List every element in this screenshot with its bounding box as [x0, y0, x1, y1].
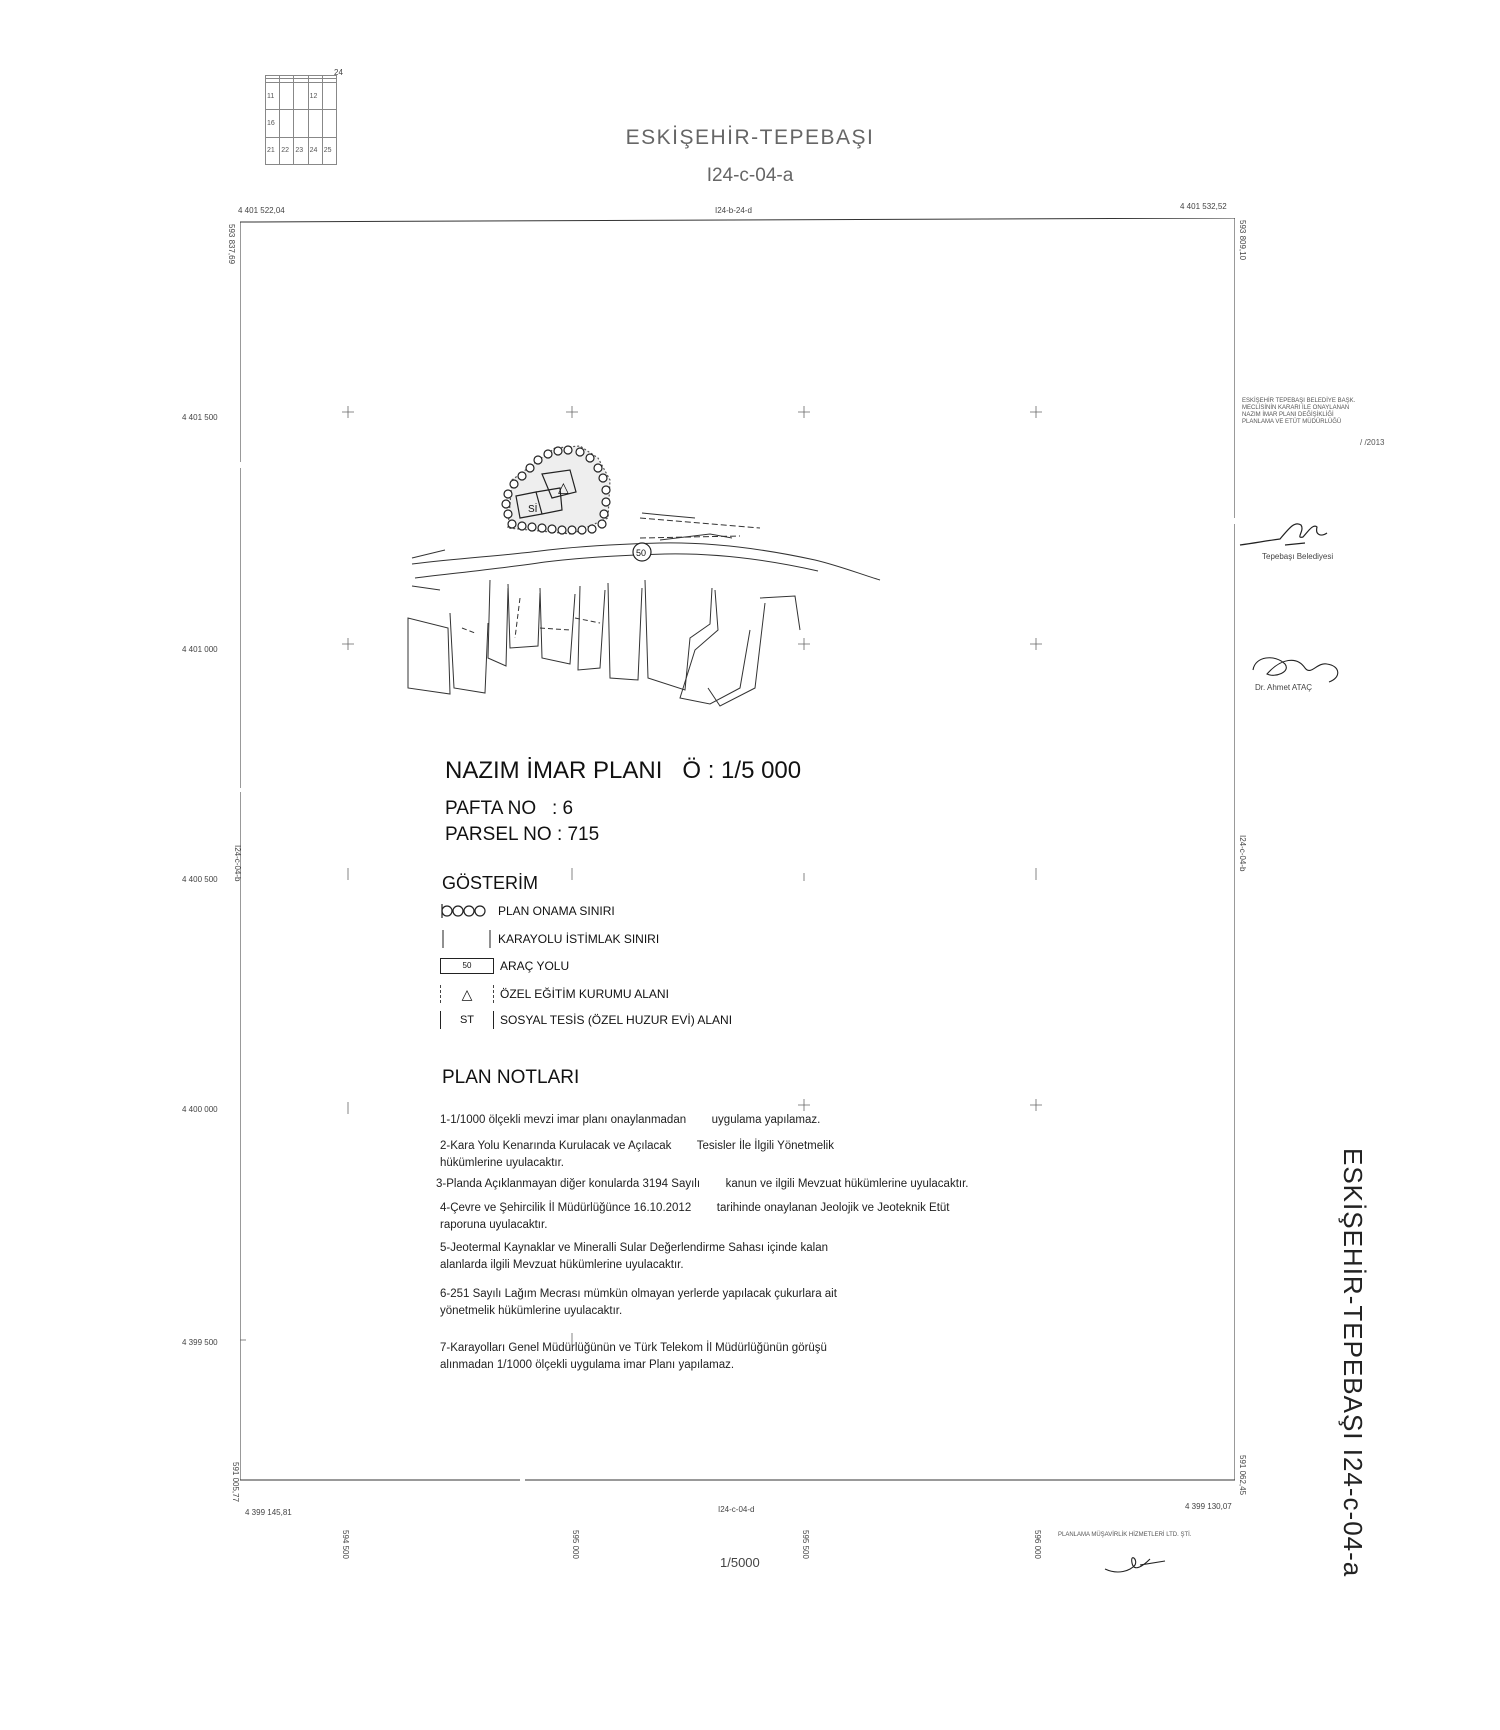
plan-note-7: 7-Karayolları Genel Müdürlüğünün ve Türk Telekom İl Müdürlüğünün görüşü alınmadan 1/1000 ölçekli uygulama imar Planı yapılamaz.: [440, 1342, 827, 1371]
plan-title: NAZIM İMAR PLANI Ö : 1/5 000: [445, 757, 802, 784]
bottom-adjacent-sheet: I24-c-04-d: [718, 1505, 755, 1514]
plan-note-2: 2-Kara Yolu Kenarında Kurulacak ve Açılacak Tesisler İle İlgili Yönetmelik hükümlerine uyulacaktır.: [440, 1140, 834, 1169]
plan-boundary-symbol-icon: [440, 902, 492, 920]
left-vertical-bottom-coordinate: 591 005,77: [231, 1462, 240, 1503]
signer-1-name: Tepebaşı Belediyesi: [1262, 552, 1334, 561]
signer-2-name: Dr. Ahmet ATAÇ: [1255, 683, 1313, 692]
legend-item-social-facility: ST SOSYAL TESİS (ÖZEL HUZUR EVİ) ALANI: [440, 1009, 732, 1031]
x-label-1: 594 500: [341, 1530, 350, 1559]
right-vertical-bottom-coordinate: 591 062,45: [1238, 1455, 1247, 1496]
y-label-4: 4 400 000: [182, 1105, 218, 1114]
top-adjacent-sheet: I24-b-24-d: [715, 206, 752, 215]
highway-boundary-symbol-icon: [440, 930, 492, 948]
map-drawing: [408, 513, 880, 706]
legend-title: GÖSTERİM: [442, 873, 539, 893]
x-label-4: 596 000: [1033, 1530, 1042, 1559]
legend-item-highway-boundary: KARAYOLU İSTİMLAK SINIRI: [440, 928, 659, 950]
approval-stamp: ESKİŞEHİR TEPEBAŞI BELEDİYE BAŞK. MECLİSİNİN KARARI İLE ONAYLANAN NAZIM İMAR PLANI DEĞİŞİKLİĞİ PLANLAMA VE ETÜT MÜDÜRLÜĞÜ: [1242, 398, 1356, 425]
plan-scale: Ö : 1/5 000: [682, 757, 802, 784]
bottom-left-coordinate: 4 399 145,81: [245, 1508, 292, 1517]
bottom-right-coordinate: 4 399 130,07: [1185, 1502, 1232, 1511]
legend-item-private-school: △ ÖZEL EĞİTİM KURUMU ALANI: [440, 983, 669, 1005]
bottom-scale: 1/5000: [720, 1555, 760, 1570]
y-label-2: 4 401 000: [182, 645, 218, 654]
school-symbol: △: [558, 479, 569, 495]
header-title: ESKİŞEHİR-TEPEBAŞI: [625, 126, 875, 149]
x-label-3: 595 500: [801, 1530, 810, 1559]
plan-note-6: 6-251 Sayılı Lağım Mecrası mümkün olmayan yerlerde yapılacak çukurlara ait yönetmelik hükümlerine uyulacaktır.: [440, 1288, 837, 1317]
header-sheet-code: I24-c-04-a: [706, 165, 794, 186]
legend-item-vehicle-road: 50 ARAÇ YOLU: [440, 955, 569, 977]
top-left-coordinate: 4 401 522,04: [238, 206, 285, 215]
right-vertical-title: ESKİŞEHİR-TEPEBAŞI I24-c-04-a: [1338, 1148, 1368, 1578]
plan-note-5: 5-Jeotermal Kaynaklar ve Mineralli Sular Değerlendirme Sahası içinde kalan alanlarda ilgili Mevzuat hükümlerine uyulacaktır.: [440, 1242, 828, 1271]
social-facility-symbol-icon: ST: [440, 1011, 494, 1029]
bottom-signature: [1100, 1545, 1170, 1580]
y-label-1: 4 401 500: [182, 413, 218, 422]
plan-notes-title: PLAN NOTLARI: [442, 1067, 580, 1088]
vehicle-road-symbol-icon: 50: [440, 958, 494, 974]
bottom-company-stamp: PLANLAMA MÜŞAVİRLİK HİZMETLERİ LTD. ŞTİ.: [1058, 1532, 1192, 1538]
y-label-5: 4 399 500: [182, 1338, 218, 1347]
plan-note-1: 1-1/1000 ölçekli mevzi imar planı onaylanmadan uygulama yapılamaz.: [440, 1114, 821, 1126]
plan-approval-boundary: [502, 446, 610, 534]
zone-label-st: Sİ: [528, 504, 538, 515]
plan-note-3: 3-Planda Açıklanmayan diğer konularda 3194 Sayılı kanun ve ilgili Mevzuat hükümlerine uyulacaktır.: [436, 1178, 969, 1190]
top-right-coordinate: 4 401 532,52: [1180, 202, 1227, 211]
left-adjacent-sheet: I24-c-04-b: [233, 845, 242, 882]
private-school-symbol-icon: △: [440, 985, 494, 1003]
parsel-line: PARSEL NO : 715: [445, 824, 600, 845]
x-label-2: 595 000: [571, 1530, 580, 1559]
right-adjacent-sheet: I24-c-04-b: [1238, 835, 1247, 872]
index-grid-corner-label: 24: [334, 68, 343, 77]
sheet-index-grid: 11 12 16 21 22 23 24 25: [265, 75, 337, 165]
road-width-label: 50: [636, 548, 647, 558]
approval-date: / /2013: [1360, 438, 1385, 447]
pafta-line: PAFTA NO : 6: [445, 798, 574, 819]
plan-note-4: 4-Çevre ve Şehircilik İl Müdürlüğünce 16.10.2012 tarihinde onaylanan Jeolojik ve Jeoteknik Etüt raporuna uyulacaktır.: [440, 1202, 950, 1231]
y-label-3: 4 400 500: [182, 875, 218, 884]
right-vertical-top-coordinate: 593 809,10: [1238, 220, 1247, 261]
left-vertical-top-coordinate: 593 837,69: [227, 224, 236, 265]
legend-item-plan-boundary: PLAN ONAMA SINIRI: [440, 900, 615, 922]
